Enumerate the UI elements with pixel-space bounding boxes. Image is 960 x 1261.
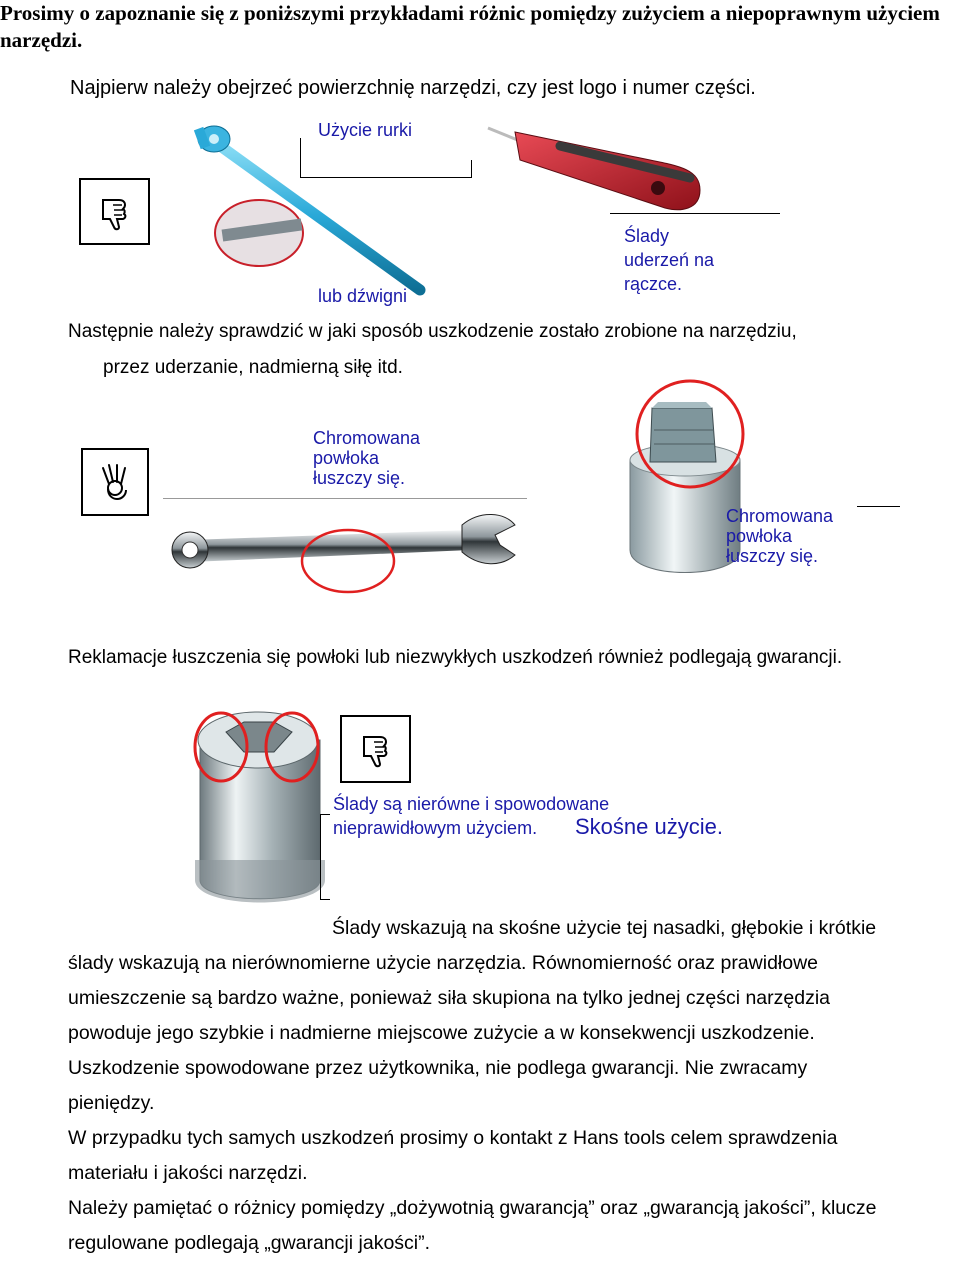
page-title: Prosimy o zapoznanie się z poniższymi przykładami różnic pomiędzy zużyciem a niepoprawnym użyciem narzędzi. bbox=[0, 1, 940, 52]
paragraph-3: Reklamacje łuszczenia się powłoki lub niezwykłych uszkodzeń również podlegają gwarancji. bbox=[68, 647, 843, 668]
label-line: łuszczy się. bbox=[726, 546, 819, 566]
label-line: uderzeń na bbox=[624, 250, 715, 270]
label-handle-marks bbox=[624, 224, 714, 296]
label-improper-use: nieprawidłowym użyciem. bbox=[333, 818, 538, 838]
callout-line bbox=[857, 506, 900, 507]
label-angled-use: Skośne użycie. bbox=[575, 814, 723, 839]
label-chrome-socket bbox=[726, 506, 833, 566]
body-line: ślady wskazują na nierównomierne użycie narzędzia. Równomierność oraz prawidłowe bbox=[68, 952, 819, 974]
bracket-line bbox=[320, 899, 330, 900]
body-line: Uszkodzenie spowodowane przez użytkownika, nie podlega gwarancji. Nie zwracamy bbox=[68, 1057, 808, 1079]
label-line: Chromowana bbox=[313, 428, 421, 448]
callout-line bbox=[610, 213, 780, 214]
breaker-bar-image bbox=[0, 0, 960, 320]
body-line: Ślady wskazują na skośne użycie tej nasadki, głębokie i krótkie bbox=[332, 917, 877, 939]
label-line: powłoka bbox=[313, 448, 380, 468]
body-line: Należy pamiętać o różnicy pomiędzy „dożywotnią gwarancją” oraz „gwarancją jakości”, klucze bbox=[68, 1197, 877, 1219]
bracket-line bbox=[320, 814, 321, 900]
label-line: powłoka bbox=[726, 526, 793, 546]
body-line: umieszczenie są bardzo ważne, ponieważ siła skupiona na tylko jednej części narzędzia bbox=[68, 987, 830, 1009]
body-line: powoduje jego szybkie i nadmierne miejscowe zużycie a w konsekwencji uszkodzenie. bbox=[68, 1022, 815, 1044]
bracket-line bbox=[320, 814, 330, 815]
body-line: materiału i jakości narzędzi. bbox=[68, 1162, 308, 1184]
body-line: pieniędzy. bbox=[68, 1092, 155, 1114]
label-line: Chromowana bbox=[726, 506, 834, 526]
label-line: łuszczy się. bbox=[313, 468, 406, 488]
label-line: Ślady bbox=[624, 226, 670, 246]
paragraph-2-line-1: Następnie należy sprawdzić w jaki sposób uszkodzenie zostało zrobione na narzędziu, bbox=[68, 321, 797, 342]
thumbs-down-box-2 bbox=[340, 715, 411, 783]
thumbs-down-icon bbox=[356, 729, 396, 769]
label-line: rączce. bbox=[624, 274, 683, 294]
intro-text: Najpierw należy obejrzeć powierzchnię narzędzi, czy jest logo i numer części. bbox=[70, 77, 756, 99]
label-uneven-marks: Ślady są nierówne i spowodowane bbox=[333, 794, 610, 814]
paragraph-2-line-2: przez uderzanie, nadmierną siłę itd. bbox=[103, 357, 403, 378]
body-line: W przypadku tych samych uszkodzeń prosimy o kontakt z Hans tools celem sprawdzenia bbox=[68, 1127, 838, 1149]
label-pipe-use: Użycie rurki bbox=[318, 120, 413, 140]
body-line: regulowane podlegają „gwarancji jakości”. bbox=[68, 1232, 431, 1254]
label-lever: lub dźwigni bbox=[318, 286, 408, 306]
